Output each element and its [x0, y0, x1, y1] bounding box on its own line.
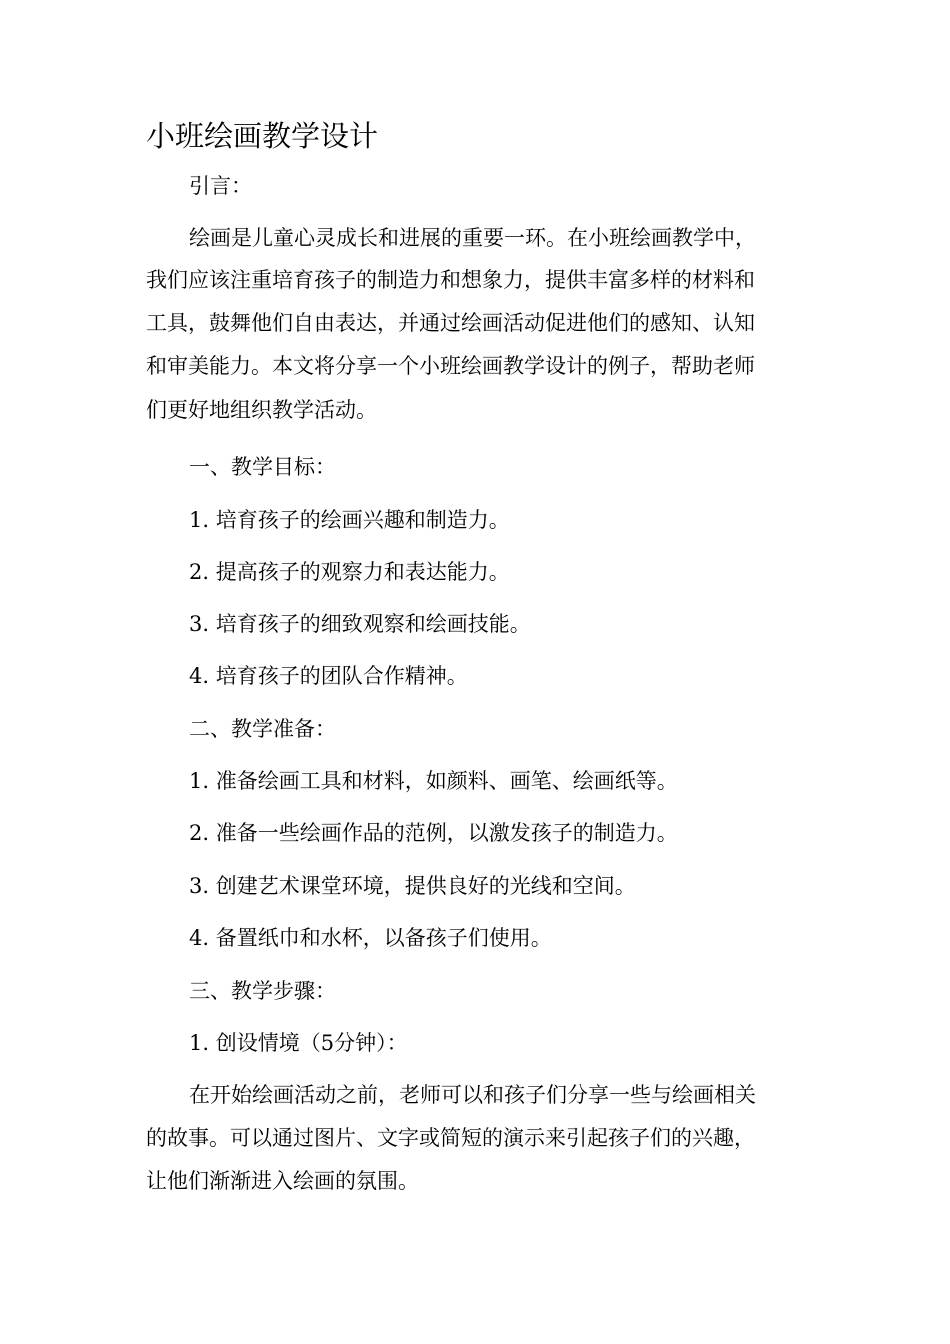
list-item: 3. 创建艺术课堂环境，提供良好的光线和空间。 [189, 874, 636, 898]
step-title: 1. 创设情境（5分钟）： [189, 1031, 408, 1055]
intro-line: 我们应该注重培育孩子的制造力和想象力，提供丰富多样的材料和 [146, 268, 755, 292]
section-heading-goals: 一、教学目标： [189, 455, 336, 479]
intro-line: 工具，鼓舞他们自由表达，并通过绘画活动促进他们的感知、认知 [146, 311, 755, 335]
list-item: 2. 提高孩子的观察力和表达能力。 [189, 560, 510, 584]
list-item: 3. 培育孩子的细致观察和绘画技能。 [189, 612, 531, 636]
list-item: 4. 备置纸巾和水杯，以备孩子们使用。 [189, 926, 552, 950]
list-item: 1. 培育孩子的绘画兴趣和制造力。 [189, 508, 510, 532]
section-heading-preparation: 二、教学准备： [189, 717, 336, 741]
step-line: 让他们渐渐进入绘画的氛围。 [146, 1169, 419, 1193]
intro-line: 们更好地组织教学活动。 [146, 398, 377, 422]
step-line: 在开始绘画活动之前，老师可以和孩子们分享一些与绘画相关 [189, 1083, 756, 1107]
intro-line: 和审美能力。本文将分享一个小班绘画教学设计的例子，帮助老师 [146, 354, 755, 378]
intro-line: 绘画是儿童心灵成长和进展的重要一环。在小班绘画教学中， [189, 226, 756, 250]
list-item: 1. 准备绘画工具和材料，如颜料、画笔、绘画纸等。 [189, 769, 678, 793]
list-item: 2. 准备一些绘画作品的范例，以激发孩子的制造力。 [189, 821, 678, 845]
intro-label: 引言： [189, 174, 252, 198]
section-heading-steps: 三、教学步骤： [189, 979, 336, 1003]
step-line: 的故事。可以通过图片、文字或简短的演示来引起孩子们的兴趣， [146, 1126, 755, 1150]
list-item: 4. 培育孩子的团队合作精神。 [189, 664, 468, 688]
document-title: 小班绘画教学设计 [146, 119, 379, 153]
